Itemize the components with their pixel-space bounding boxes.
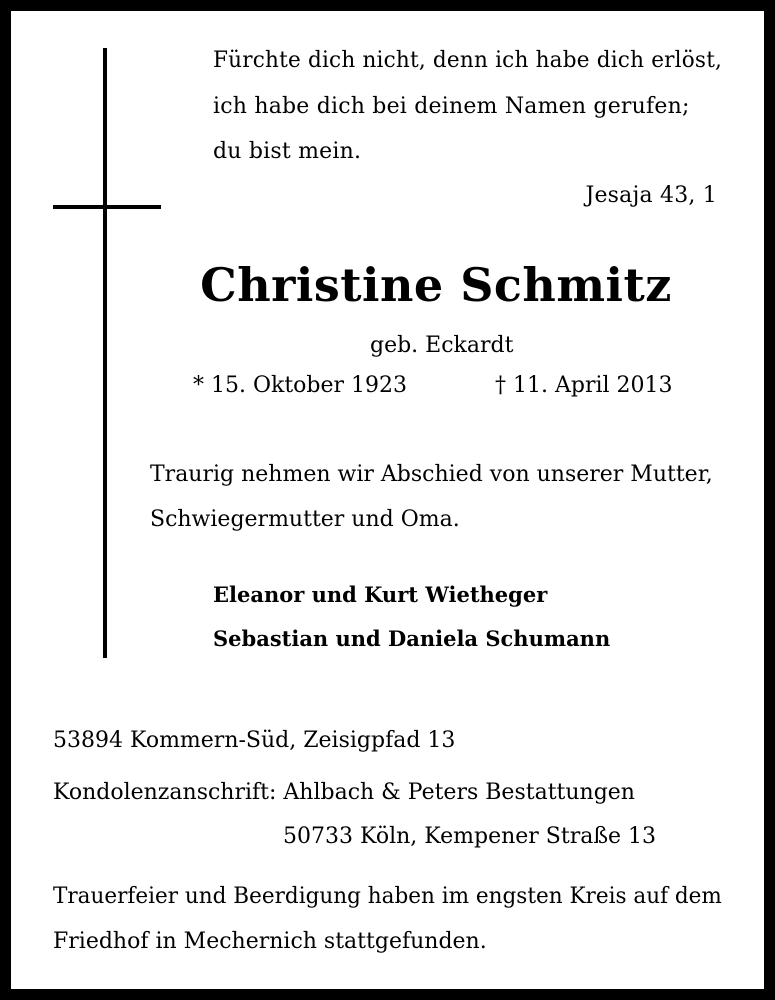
message-line-2: Schwiegermutter und Oma. [150,507,460,532]
funeral-note-line-2: Friedhof in Mechernich stattgefunden. [53,929,487,954]
birth-date: * 15. Oktober 1923 [193,373,408,398]
maiden-name: geb. Eckardt [370,333,514,358]
death-date: † 11. April 2013 [495,373,673,398]
cross-horizontal-bar [53,205,161,209]
deceased-name: Christine Schmitz [200,258,672,312]
family-member-1: Eleanor und Kurt Wietheger [213,582,548,607]
condolence-address-line-2: 50733 Köln, Kempener Straße 13 [283,824,657,849]
verse-line-3: du bist mein. [213,139,362,164]
cross-vertical-bar [103,48,107,658]
home-address: 53894 Kommern-Süd, Zeisigpfad 13 [53,728,456,753]
verse-reference: Jesaja 43, 1 [585,183,717,208]
family-member-2: Sebastian und Daniela Schumann [213,626,611,651]
verse-line-1: Fürchte dich nicht, denn ich habe dich erlöst, [213,48,723,73]
message-line-1: Traurig nehmen wir Abschied von unserer Mutter, [150,462,713,487]
funeral-note-line-1: Trauerfeier und Beerdigung haben im engsten Kreis auf dem [53,884,722,909]
condolence-address-line-1: Kondolenzanschrift: Ahlbach & Peters Bestattungen [53,780,635,805]
verse-line-2: ich habe dich bei deinem Namen gerufen; [213,94,690,119]
